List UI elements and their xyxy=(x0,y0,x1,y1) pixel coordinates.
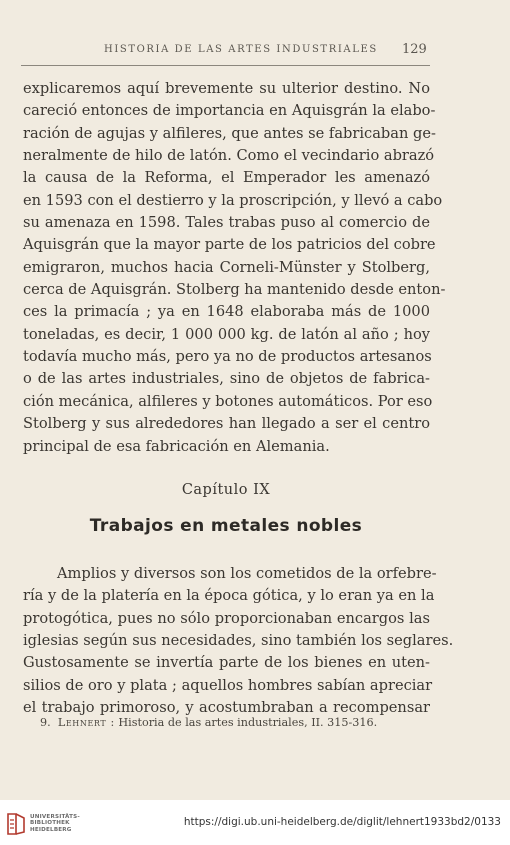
text-line: ces la primacía ; ya en 1648 elaboraba más de 1000 xyxy=(23,303,430,321)
text-line: Gustosamente se invertía parte de los bienes en uten- xyxy=(23,654,430,672)
text-line: en 1593 con el destierro y la proscripción, y llevó a cabo xyxy=(23,191,443,209)
heidelberg-library-logo-icon xyxy=(6,812,26,836)
text-line: la causa de la Reforma, el Emperador les amenazó xyxy=(23,169,430,187)
text-line: explicaremos aquí brevemente su ulterior destino. No xyxy=(23,80,430,97)
text-line: iglesias según sus necesidades, sino también los seglares. xyxy=(23,632,454,650)
text-line: toneladas, es decir, 1 000 000 kg. de latón al año ; hoy xyxy=(23,325,430,343)
footnote-author: Lehnert : xyxy=(57,716,115,729)
text-line: todavía mucho más, pero ya no de productos artesanos xyxy=(23,348,432,366)
footnote-text: Historia de las artes industriales, II. 315-316. xyxy=(118,716,378,729)
running-title: HISTORIA DE LAS ARTES INDUSTRIALES xyxy=(104,44,378,55)
chapter-title: Trabajos en metales nobles xyxy=(89,516,363,536)
page-number: 129 xyxy=(402,42,427,57)
text-line: el trabajo primoroso, y acostumbraban a recompensar xyxy=(23,699,430,717)
chapter-label: Capítulo IX xyxy=(181,482,271,498)
text-line: Amplios y diversos son los cometidos de la orfebre- xyxy=(57,565,437,582)
source-url-link[interactable]: https://digi.ub.uni-heidelberg.de/diglit/lehnert1933bd2/0133 xyxy=(183,816,501,828)
text-line: o de las artes industriales, sino de objetos de fabrica- xyxy=(23,370,430,388)
text-line: Aquisgrán que la mayor parte de los patricios del cobre xyxy=(23,236,436,254)
library-name-line: BIBLIOTHEK xyxy=(30,820,70,827)
footnote xyxy=(40,716,377,729)
library-name-line: UNIVERSITÄTS- xyxy=(30,814,80,820)
text-line: neralmente de hilo de latón. Como el vecindario abrazó xyxy=(23,147,435,165)
paragraph-1 xyxy=(23,78,446,458)
footnote-number: 9. xyxy=(40,716,51,729)
library-name xyxy=(30,814,80,833)
text-line: emigraron, muchos hacia Corneli-Münster y Stolberg, xyxy=(23,258,430,276)
paragraph-2 xyxy=(23,563,454,719)
text-line: ría y de la platería en la época gótica, y lo eran ya en la xyxy=(23,587,435,605)
text-line: Stolberg y sus alrededores han llegado a ser el centro xyxy=(23,415,430,433)
library-name-line: HEIDELBERG xyxy=(30,826,72,833)
text-line: careció entonces de importancia en Aquisgrán la elabo- xyxy=(23,102,436,120)
text-line: cerca de Aquisgrán. Stolberg ha mantenido desde enton- xyxy=(23,281,446,299)
digitization-footer xyxy=(0,800,510,845)
text-line: ción mecánica, alfileres y botones automáticos. Por eso xyxy=(23,392,433,410)
text-line: principal de esa fabricación en Alemania. xyxy=(23,437,330,455)
text-line: protogótica, pues no sólo proporcionaban encargos las xyxy=(23,609,430,627)
text-line: su amenaza en 1598. Tales trabas puso al comercio de xyxy=(23,214,430,232)
text-line: silios de oro y plata ; aquellos hombres sabían apreciar xyxy=(23,676,433,694)
text-line: ración de agujas y alfileres, que antes se fabricaban ge- xyxy=(23,124,436,142)
header-rule xyxy=(21,65,430,66)
